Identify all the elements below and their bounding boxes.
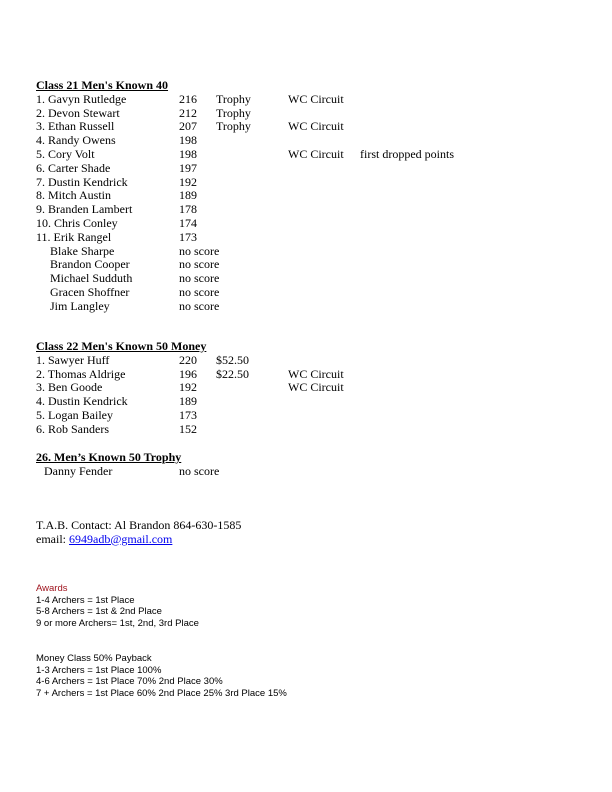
money-section bbox=[36, 653, 287, 699]
result-row bbox=[36, 229, 197, 245]
cell-circuit: WC Circuit bbox=[288, 146, 344, 161]
cell-name: 9. Branden Lambert bbox=[36, 202, 133, 217]
result-row bbox=[36, 160, 197, 176]
section-title: Class 22 Men's Known 50 Money bbox=[36, 339, 207, 353]
result-row bbox=[36, 284, 220, 300]
result-row bbox=[36, 463, 220, 479]
awards-title: Awards bbox=[36, 583, 68, 594]
cell-name: Jim Langley bbox=[50, 298, 110, 313]
cell-name: 7. Dustin Kendrick bbox=[36, 174, 128, 189]
cell-score: 189 bbox=[179, 188, 197, 203]
money-line: 7 + Archers = 1st Place 60% 2nd Place 25% 3rd Place 15% bbox=[36, 687, 287, 699]
money-line: 4-6 Archers = 1st Place 70% 2nd Place 30% bbox=[36, 676, 223, 688]
class22-section bbox=[36, 339, 344, 437]
cell-circuit: WC Circuit bbox=[288, 91, 344, 106]
cell-score: no score bbox=[179, 257, 220, 272]
result-row bbox=[36, 188, 197, 203]
cell-score: 189 bbox=[179, 394, 197, 409]
cell-name: Brandon Cooper bbox=[50, 257, 130, 272]
cell-score: no score bbox=[179, 284, 220, 299]
result-row bbox=[36, 174, 197, 190]
cell-score: 174 bbox=[179, 215, 197, 230]
result-row bbox=[36, 352, 249, 368]
cell-score: 152 bbox=[179, 421, 197, 436]
cell-name: 1. Gavyn Rutledge bbox=[36, 91, 127, 106]
money-title: Money Class 50% Payback bbox=[36, 653, 152, 664]
section-title: 26. Men’s Known 50 Trophy bbox=[36, 450, 182, 464]
result-row bbox=[36, 105, 251, 121]
cell-name: 4. Randy Owens bbox=[36, 133, 116, 148]
cell-award: Trophy bbox=[216, 119, 251, 134]
result-row bbox=[36, 146, 454, 162]
result-row bbox=[36, 119, 344, 134]
cell-name: 6. Carter Shade bbox=[36, 160, 111, 175]
result-row bbox=[36, 298, 220, 314]
cell-name: 5. Cory Volt bbox=[36, 146, 95, 161]
cell-circuit: WC Circuit bbox=[288, 380, 344, 395]
cell-award: Trophy bbox=[216, 91, 251, 106]
cell-score: no score bbox=[179, 463, 220, 478]
cell-name: Michael Sudduth bbox=[50, 271, 133, 286]
class26-section bbox=[36, 450, 220, 479]
cell-score: 192 bbox=[179, 380, 197, 395]
email-link[interactable]: 6949adb@gmail.com bbox=[69, 531, 173, 546]
email-label: email: bbox=[36, 531, 69, 546]
cell-note: first dropped points bbox=[360, 146, 454, 161]
money-line: 1-3 Archers = 1st Place 100% bbox=[36, 664, 162, 676]
cell-name: 3. Ethan Russell bbox=[36, 119, 115, 134]
cell-score: 207 bbox=[179, 119, 197, 134]
cell-name: Danny Fender bbox=[44, 463, 113, 478]
cell-score: 198 bbox=[179, 146, 197, 161]
contact-section bbox=[36, 519, 241, 547]
result-row bbox=[36, 91, 344, 107]
cell-name: 8. Mitch Austin bbox=[36, 188, 112, 203]
result-row bbox=[36, 243, 220, 259]
result-row bbox=[36, 366, 344, 382]
cell-score: 178 bbox=[179, 202, 197, 217]
contact-line: T.A.B. Contact: Al Brandon 864-630-1585 bbox=[36, 518, 242, 532]
cell-award: $52.50 bbox=[216, 352, 249, 367]
result-row bbox=[36, 271, 220, 286]
cell-circuit: WC Circuit bbox=[288, 366, 344, 381]
cell-score: 173 bbox=[179, 407, 197, 422]
cell-name: 2. Thomas Aldrige bbox=[36, 366, 126, 381]
cell-name: 4. Dustin Kendrick bbox=[36, 394, 128, 409]
cell-score: 220 bbox=[179, 352, 197, 367]
cell-score: 198 bbox=[179, 133, 197, 148]
result-row bbox=[36, 395, 206, 409]
cell-score: 212 bbox=[179, 105, 197, 120]
awards-line: 9 or more Archers= 1st, 2nd, 3rd Place bbox=[36, 617, 199, 629]
cell-score: 216 bbox=[179, 91, 197, 106]
cell-name: 3. Ben Goode bbox=[36, 380, 103, 395]
awards-section bbox=[36, 583, 199, 629]
awards-line: 1-4 Archers = 1st Place bbox=[36, 594, 135, 606]
result-row bbox=[36, 215, 197, 231]
cell-name: 10. Chris Conley bbox=[36, 215, 118, 230]
result-row bbox=[36, 423, 206, 437]
cell-score: 196 bbox=[179, 366, 197, 381]
cell-score: no score bbox=[179, 271, 220, 286]
awards-line: 5-8 Archers = 1st & 2nd Place bbox=[36, 606, 162, 618]
cell-name: 1. Sawyer Huff bbox=[36, 352, 110, 367]
class21-section bbox=[36, 78, 454, 314]
section-title: Class 21 Men's Known 40 bbox=[36, 78, 169, 92]
cell-score: no score bbox=[179, 298, 220, 313]
result-row bbox=[36, 202, 197, 217]
cell-award: Trophy bbox=[216, 105, 251, 120]
cell-award: $22.50 bbox=[216, 366, 249, 381]
cell-name: Gracen Shoffner bbox=[50, 284, 130, 299]
result-row bbox=[36, 133, 197, 148]
cell-name: 2. Devon Stewart bbox=[36, 105, 120, 120]
cell-name: 5. Logan Bailey bbox=[36, 407, 113, 422]
cell-score: no score bbox=[179, 243, 220, 258]
result-row bbox=[36, 257, 220, 272]
cell-score: 197 bbox=[179, 160, 197, 175]
cell-name: 6. Rob Sanders bbox=[36, 421, 109, 436]
result-row bbox=[36, 380, 344, 395]
cell-circuit: WC Circuit bbox=[288, 119, 344, 134]
cell-score: 192 bbox=[179, 174, 197, 189]
cell-name: Blake Sharpe bbox=[50, 243, 115, 258]
cell-score: 173 bbox=[179, 229, 197, 244]
result-row bbox=[36, 409, 206, 423]
cell-name: 11. Erik Rangel bbox=[36, 229, 112, 244]
